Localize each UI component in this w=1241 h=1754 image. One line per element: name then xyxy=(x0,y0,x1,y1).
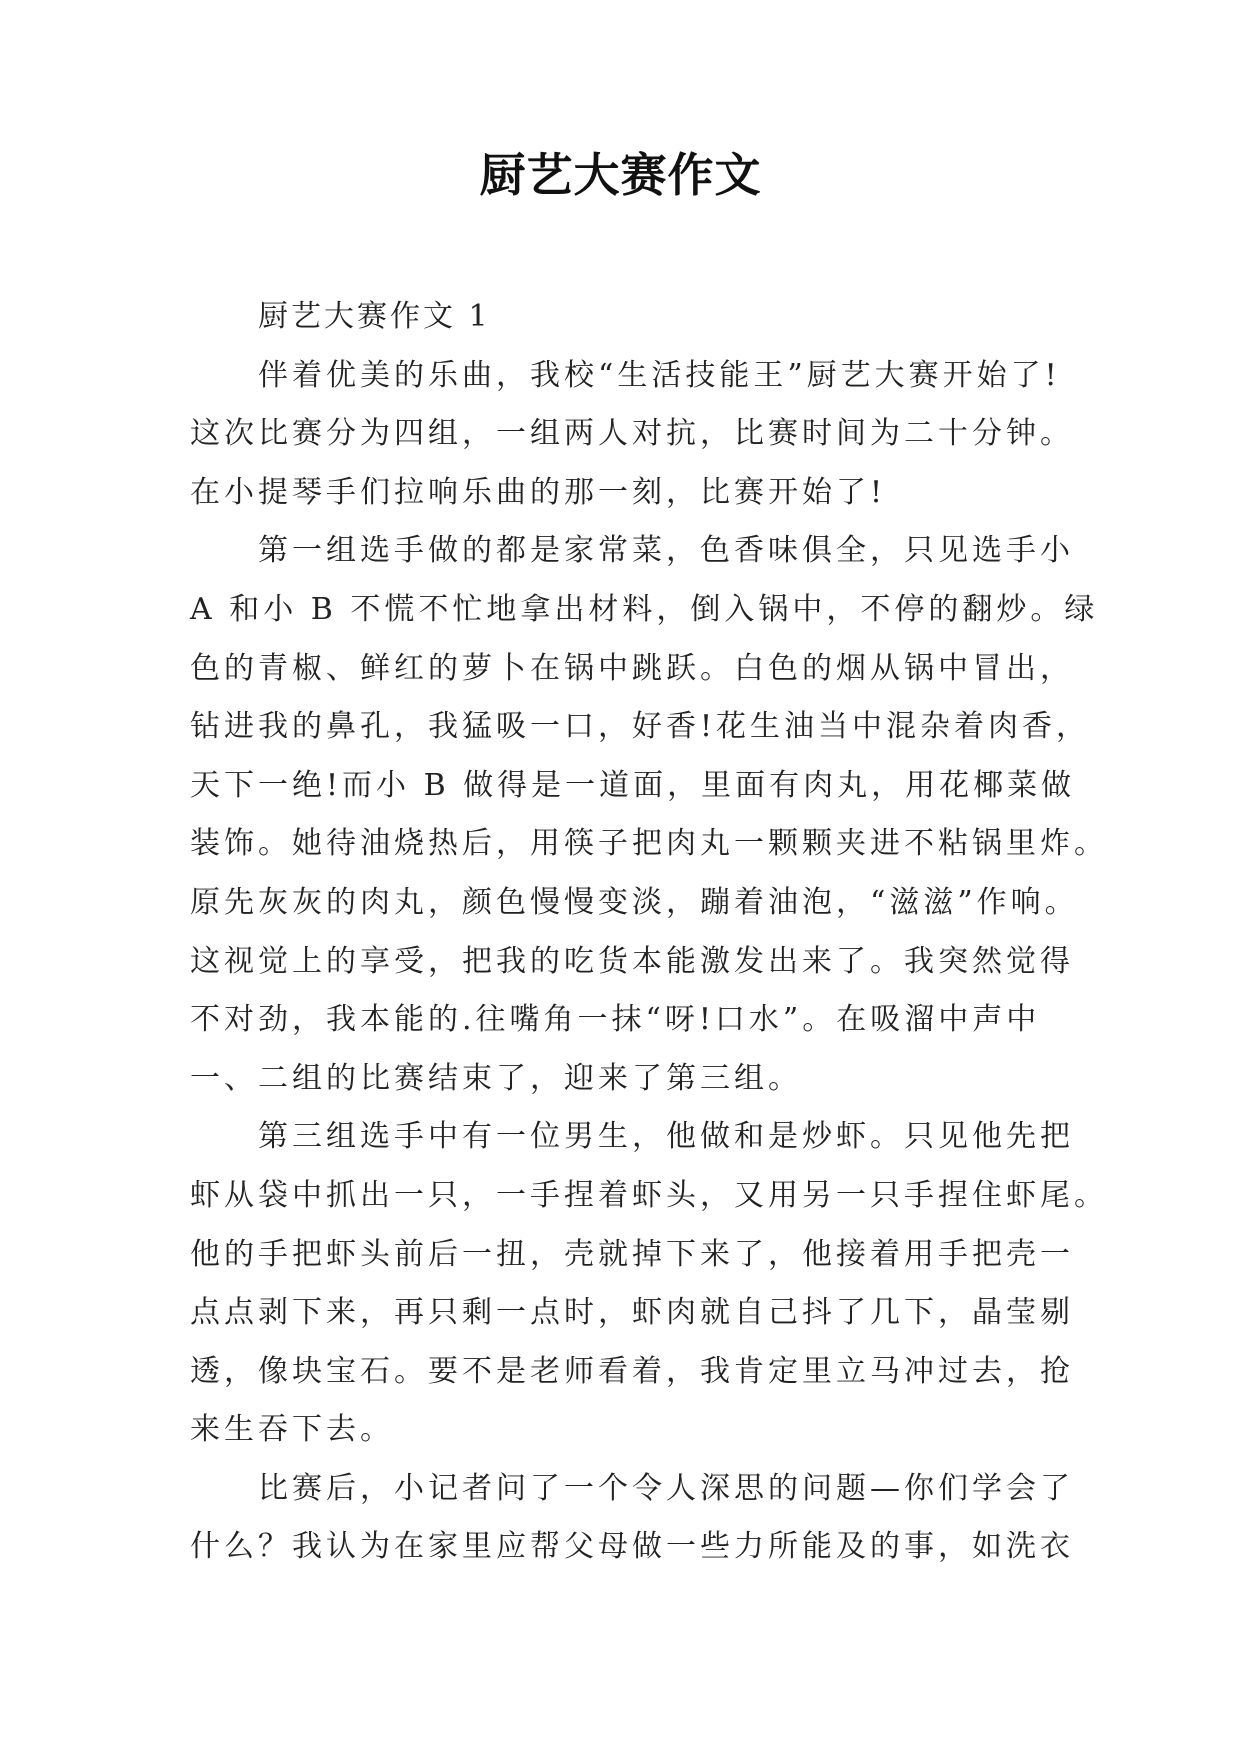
document-body xyxy=(190,288,1108,1577)
paragraph-line: 比赛后，小记者问了一个令人深思的问题—你们学会了 xyxy=(258,1470,1074,1506)
paragraph-line: 点点剥下来，再只剩一点时，虾肉就自己抖了几下，晶莹剔 xyxy=(190,1295,1074,1331)
paragraph-line: 一、二组的比赛结束了，迎来了第三组。 xyxy=(190,1060,802,1096)
paragraph-line: 什么？我认为在家里应帮父母做一些力所能及的事，如洗衣 xyxy=(190,1529,1074,1565)
section-heading: 厨艺大赛作文 1 xyxy=(258,299,491,334)
paragraph-line: 虾从袋中抓出一只，一手捏着虾头，又用另一只手捏住虾尾。 xyxy=(190,1177,1108,1213)
paragraph-3 xyxy=(190,1108,1108,1460)
paragraph-line: 来生吞下去。 xyxy=(190,1412,394,1448)
paragraph-line: 在小提琴手们拉响乐曲的那一刻，比赛开始了! xyxy=(190,474,887,510)
paragraph-line: 第一组选手做的都是家常菜，色香味俱全，只见选手小 xyxy=(258,533,1074,569)
paragraph-line: 钻进我的鼻孔，我猛吸一口，好香!花生油当中混杂着肉香， xyxy=(190,709,1091,745)
paragraph-line: 他的手把虾头前后一扭，壳就掉下来了，他接着用手把壳一 xyxy=(190,1236,1074,1272)
paragraph-line: 天下一绝!而小 B 做得是一道面，里面有肉丸，用花椰菜做 xyxy=(190,767,1076,803)
paragraph-line: 第三组选手中有一位男生，他做和是炒虾。只见他先把 xyxy=(258,1119,1074,1155)
paragraph-line: A 和小 B 不慌不忙地拿出材料，倒入锅中，不停的翻炒。绿 xyxy=(190,591,1099,627)
paragraph-line: 这次比赛分为四组，一组两人对抗，比赛时间为二十分钟。 xyxy=(190,416,1074,452)
paragraph-line: 这视觉上的享受，把我的吃货本能激发出来了。我突然觉得 xyxy=(190,943,1074,979)
paragraph-line: 伴着优美的乐曲，我校“生活技能王”厨艺大赛开始了! xyxy=(258,357,1061,393)
document-title: 厨艺大赛作文 xyxy=(479,148,762,202)
paragraph-line: 原先灰灰的肉丸，颜色慢慢变淡，蹦着油泡，“滋滋”作响。 xyxy=(190,884,1079,920)
paragraph-line: 装饰。她待油烧热后，用筷子把肉丸一颗颗夹进不粘锅里炸。 xyxy=(190,826,1108,862)
paragraph-line: 色的青椒、鲜红的萝卜在锅中跳跃。白色的烟从锅中冒出， xyxy=(190,650,1074,686)
paragraph-2 xyxy=(190,522,1108,1108)
paragraph-1 xyxy=(190,347,1074,523)
paragraph-line: 透，像块宝石。要不是老师看着，我肯定里立马冲过去，抢 xyxy=(190,1353,1074,1389)
paragraph-line: 不对劲，我本能的.往嘴角一抹“呀!口水”。在吸溜中声中 xyxy=(190,1002,1041,1038)
paragraph-4 xyxy=(190,1460,1074,1577)
